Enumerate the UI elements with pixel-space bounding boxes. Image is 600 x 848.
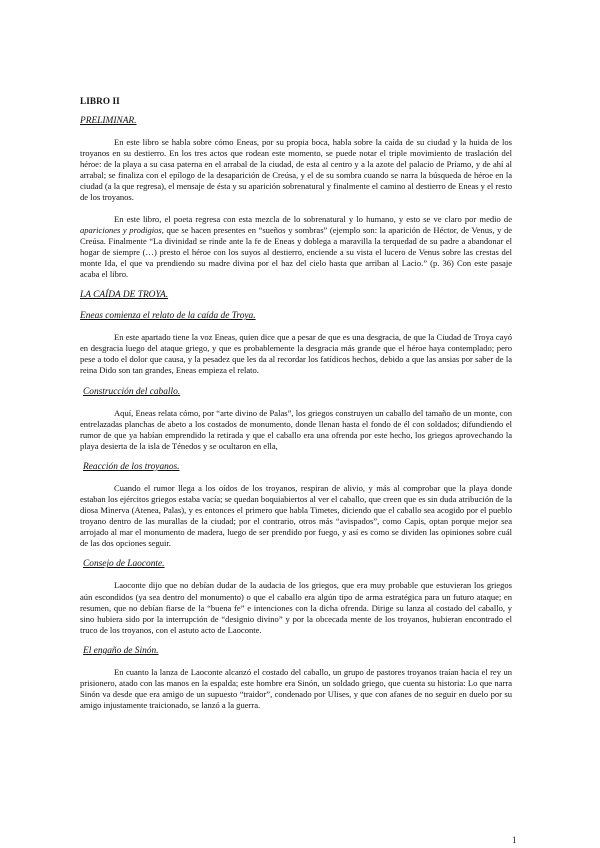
document-title: LIBRO II [80,96,120,106]
body-paragraph [80,214,512,281]
section-heading: LA CAÍDA DE TROYA. [80,290,169,301]
section-heading: PRELIMINAR. [80,116,137,126]
section-heading: Reacción de los troyanos. [83,461,180,472]
italic-phrase: apariciones y prodigios [80,224,162,235]
body-paragraph: Laoconte dijo que no debían dudar de la audacia de los griegos, que era muy probable que estuvieran los griegos aún escondidos (ya sea dentro del monumento) o que el caballo era algún tipo de arma estratégica para un futuro ataque; en resumen, que no debían fiarse de la “buena fe” e intenciones con la dicha ofrenda. Dirige su lanza al costado del caballo, y sino hubiera sido por la interrupción de “designio divino” y por la obcecada mente de los troyanos, hubieran encontrado el truco de los troyanos, con el astuto acto de Laoconte. [80,580,512,635]
body-paragraph: En cuanto la lanza de Laoconte alcanzó el costado del caballo, un grupo de pastores troyanos traían hacia el rey un prisionero, atado con las manos en la espalda; este hombre era Sinón, un soldado griego, que cuenta su historia: Lo que narra Sinón va desde que era amigo de un supuesto “traidor”, condenado por Ulises, y que con afanes de no seguir en duelo por su amigo injustamente traicionado, se lanzó a la guerra. [80,666,512,711]
section-heading: Consejo de Laoconte. [83,559,165,570]
page-number: 1 [512,835,517,845]
body-paragraph: En este apartado tiene la voz Eneas, quien dice que a pesar de que es una desgracia, de que la Ciudad de Troya cayó en desgracia luego del ataque griego, y que es probablemente la desgracia más grande que el héroe haya contemplado; pero pese a todo el dolor que causa, y la pesadez que les da al recordar los fatídicos hechos, debido a que las ansias por saber de la reina Dido son tan grandes, Eneas empieza el relato. [80,332,512,376]
body-paragraph: En este libro se habla sobre cómo Eneas, por su propia boca, habla sobre la caída de su ciudad y la huida de los troyanos en su destierro. En los tres actos que rodean este momento, se puede notar el triple movimiento de traslación del héroe: de la playa a su casa paterna en el arrabal de la ciudad, de esta al centro y a la azote del palacio de Príamo, y de ahí al arrabal; se finaliza con el epílogo de la desaparición de Creúsa, y el de su sombra cuando se narra la búsqueda de héroe en la ciudad (a la que regresa), el mensaje de ésta y su aparición sobrenatural y finalmente el camino al destierro de Eneas y el resto de los troyanos. [80,137,512,203]
body-paragraph: Aquí, Eneas relata cómo, por “arte divino de Palas”, los griegos construyen un caballo del tamaño de un monte, con entrelazadas planchas de abeto a los costados de monumento, donde llenan hasta el fondo de él con soldados; difundiendo el rumor de que ya habían emprendido la retirada y que el caballo era una ofrenda por este hecho, los griegos aprovechando la playa desierta de la isla de Ténedos y se ocultaron en ella, [80,407,512,451]
body-paragraph: Cuando el rumor llega a los oídos de los troyanos, respiran de alivio, y más al comprobar que la playa donde estaban los ejércitos griegos estaba vacía; se quedan boquiabiertos al ver el caballo, que creen que es sin duda atribución de la diosa Minerva (Atenea, Palas), y es entonces el primero que habla Timetes, diciendo que el caballo sea acogido por el pueblo troyano dentro de las murallas de la ciudad; por el contrario, otros más “avispados”, como Capis, optan porque mejor sea arrojado al mar el monumento de madera, luego de ser prendido por fuego, y así es como se dividen las opiniones sobre cuál de las dos opciones seguir. [80,482,512,549]
section-heading: El engaño de Sinón. [83,645,159,656]
section-heading: Construcción del caballo. [83,386,181,397]
paragraph-text: , que se hacen presentes en “sueños y sombras” (ejemplo son: la aparición de Héctor, de Venus, y de Creúsa. Finalmente “La divinidad se rinde ante la fe de Eneas y doblega a maravilla la terquedad de su padre a abandonar el hogar de siempre (…) presto el héroe con los suyos al destierro, enciende a su vista el lucero de Venus sobre las crestas del monte Ida, el que va prendiendo su madre divina por el haz del cielo hasta que arriban al Lacio.” (p. 36) Con este pasaje acaba el libro. [80,224,513,280]
section-heading: Eneas comienza el relato de la caída de Troya. [80,311,256,322]
document-body [80,96,512,721]
paragraph-text: En este libro, el poeta regresa con esta mezcla de lo sobrenatural y lo humano, y esto se ve claro por medio de [114,213,512,224]
